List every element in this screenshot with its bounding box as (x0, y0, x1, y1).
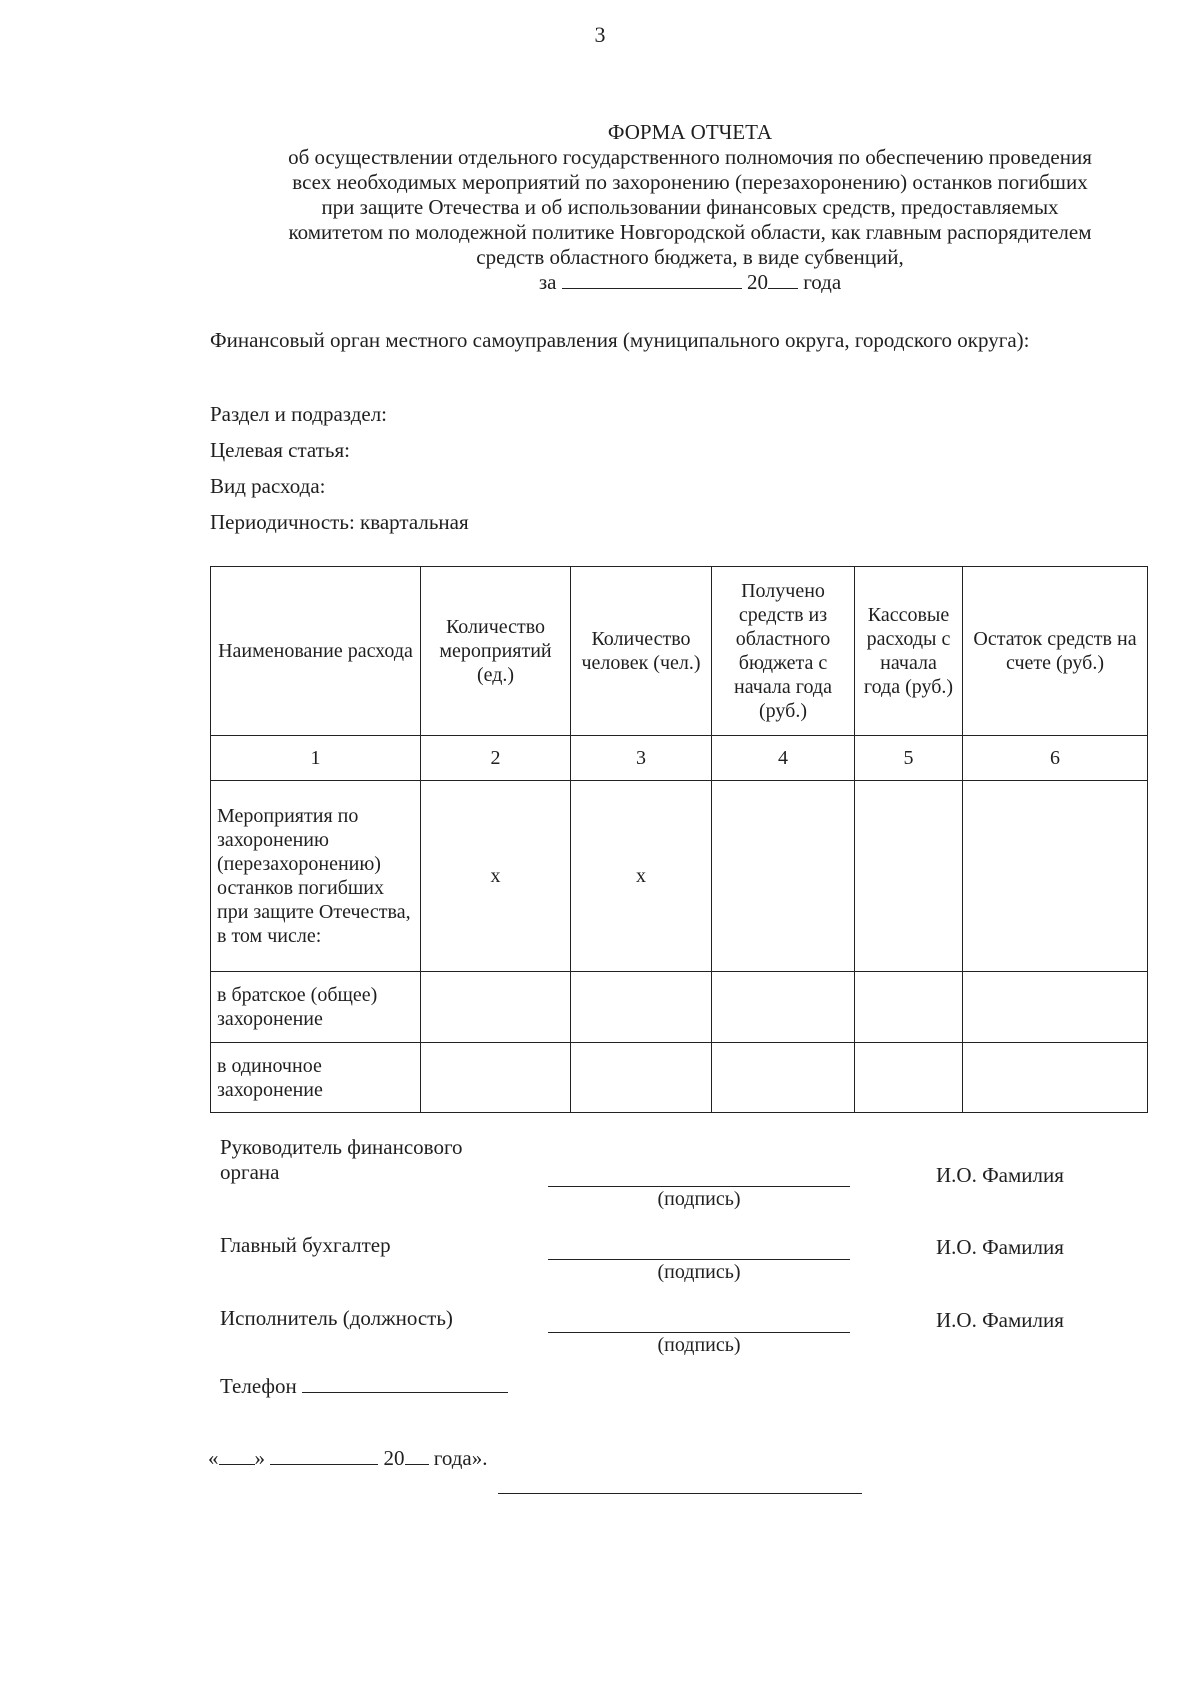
phone-field (220, 1374, 508, 1399)
accountant-signature-line (548, 1259, 850, 1260)
head-of-finance-label (220, 1135, 463, 1185)
header-funds-received: Получено средств из областного бюджета с начала года (руб.) (712, 567, 855, 736)
table-cell (855, 972, 963, 1043)
head-signature-caption: (подпись) (657, 1188, 741, 1210)
month-blank (270, 1446, 378, 1465)
end-divider-line (498, 1493, 862, 1494)
table-cell (963, 972, 1148, 1043)
report-period (200, 270, 1180, 295)
date-close-quote: » (254, 1446, 265, 1470)
target-article-field: Целевая статья: (210, 438, 350, 462)
head-signature-line (548, 1186, 850, 1187)
column-number: 5 (855, 736, 963, 781)
head-label-line-1: Руководитель финансового (220, 1135, 463, 1159)
table-cell: x (571, 781, 712, 972)
title-heading: ФОРМА ОТЧЕТА (607, 120, 773, 144)
column-number-row (211, 736, 1148, 781)
title-line-1: об осуществлении отдельного государственного полномочия по обеспечению проведения (288, 145, 1092, 169)
period-suffix: года (803, 270, 842, 294)
column-number: 3 (571, 736, 712, 781)
table-row (211, 972, 1148, 1043)
date-year-blank (405, 1446, 429, 1465)
title-line-2: всех необходимых мероприятий по захоронению (перезахоронению) останков погибших (292, 170, 1088, 194)
period-prefix: за (538, 270, 557, 294)
title-line-4: комитетом по молодежной политике Новгородской области, как главным распорядителем (288, 220, 1092, 244)
phone-label: Телефон (220, 1374, 297, 1398)
header-event-count: Количество мероприятий (ед.) (421, 567, 571, 736)
table-cell (421, 1043, 571, 1113)
executor-signature-caption: (подпись) (657, 1334, 741, 1356)
header-account-balance: Остаток средств на счете (руб.) (963, 567, 1148, 736)
title-line-5: средств областного бюджета, в виде субвенций, (476, 245, 904, 269)
date-open-quote: « (208, 1446, 219, 1470)
accountant-signature-caption: (подпись) (657, 1261, 741, 1283)
expense-type-field: Вид расхода: (210, 474, 326, 498)
date-suffix: года». (433, 1446, 488, 1470)
chief-accountant-label: Главный бухгалтер (220, 1233, 391, 1257)
day-blank (219, 1446, 255, 1465)
table-cell (963, 1043, 1148, 1113)
year-blank (768, 270, 798, 289)
executor-signature-line (548, 1332, 850, 1333)
table-cell (571, 1043, 712, 1113)
accountant-name-placeholder: И.О. Фамилия (936, 1235, 1064, 1259)
head-label-line-2: органа (220, 1160, 280, 1184)
phone-blank (302, 1374, 508, 1393)
date-year-prefix: 20 (383, 1446, 405, 1470)
table-cell: x (421, 781, 571, 972)
table-row (211, 1043, 1148, 1113)
executor-label: Исполнитель (должность) (220, 1306, 453, 1330)
table-cell (855, 1043, 963, 1113)
row-name: в одиночное захоронение (211, 1043, 421, 1113)
row-name: Мероприятия по захоронению (перезахоронению) останков погибших при защите Отечества, в том числе: (211, 781, 421, 972)
executor-name-placeholder: И.О. Фамилия (936, 1308, 1064, 1332)
section-field: Раздел и подраздел: (210, 402, 388, 426)
report-title (200, 120, 1180, 295)
date-line (208, 1446, 488, 1471)
table-cell (963, 781, 1148, 972)
table-cell (712, 1043, 855, 1113)
header-people-count: Количество человек (чел.) (571, 567, 712, 736)
head-name-placeholder: И.О. Фамилия (936, 1163, 1064, 1187)
periodicity-field: Периодичность: квартальная (210, 510, 469, 534)
header-row (211, 567, 1148, 736)
table-cell (571, 972, 712, 1043)
row-name: в братское (общее) захоронение (211, 972, 421, 1043)
financial-body-label: Финансовый орган местного самоуправления (муниципального округа, городского округа): (210, 328, 1030, 352)
column-number: 1 (211, 736, 421, 781)
header-expense-name: Наименование расхода (211, 567, 421, 736)
column-number: 4 (712, 736, 855, 781)
table-cell (712, 781, 855, 972)
page-number: 3 (594, 22, 606, 47)
title-line-3: при защите Отечества и об использовании финансовых средств, предоставляемых (321, 195, 1059, 219)
table-cell (712, 972, 855, 1043)
report-table (210, 566, 1148, 1113)
column-number: 2 (421, 736, 571, 781)
table-row (211, 781, 1148, 972)
table-cell (855, 781, 963, 972)
period-blank (562, 270, 742, 289)
period-year: 20 (746, 270, 768, 294)
column-number: 6 (963, 736, 1148, 781)
header-cash-expenses: Кассовые расходы с начала года (руб.) (855, 567, 963, 736)
table-cell (421, 972, 571, 1043)
